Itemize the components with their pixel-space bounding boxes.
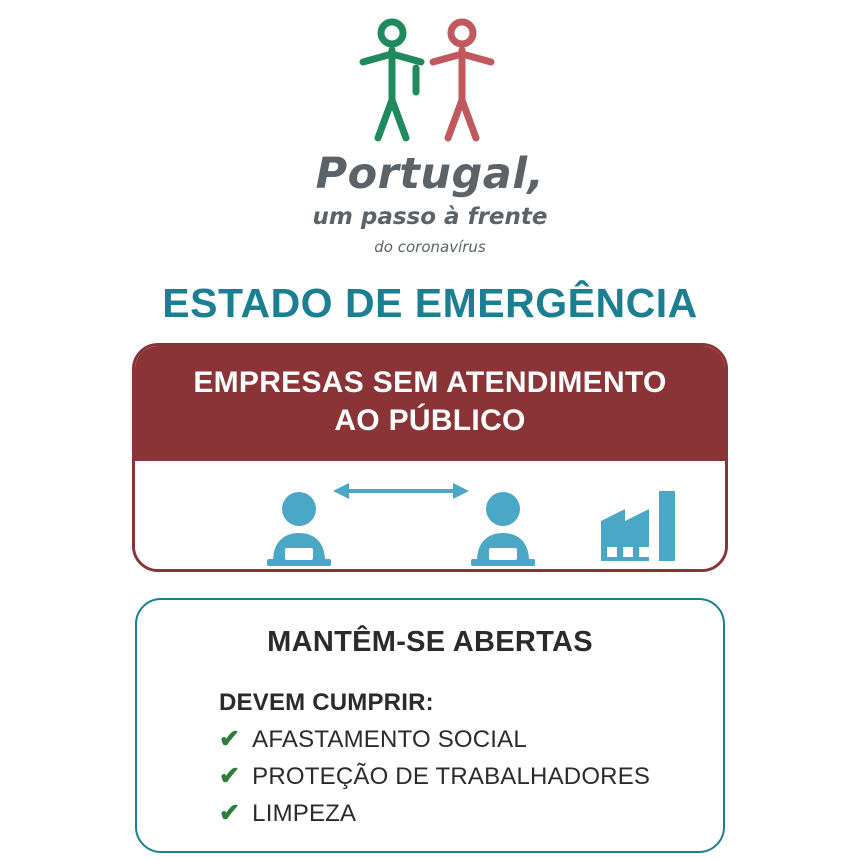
stay-open-title: MANTÊM-SE ABERTAS xyxy=(267,625,593,658)
page-title: ESTADO DE EMERGÊNCIA xyxy=(162,280,698,326)
person-at-desk-icon xyxy=(463,489,543,569)
logo-tagline: um passo à frente xyxy=(312,204,548,230)
closed-to-public-header xyxy=(135,346,725,461)
icon-row xyxy=(135,461,725,569)
distance-arrow-icon xyxy=(333,479,469,503)
logo-subtagline: do coronavírus xyxy=(374,238,486,256)
two-people-icon xyxy=(330,18,530,143)
list-item-label: AFASTAMENTO SOCIAL xyxy=(252,725,527,753)
list-item xyxy=(219,726,723,754)
person-at-desk-icon xyxy=(259,489,339,569)
list-item xyxy=(219,763,723,791)
check-icon: ✔ xyxy=(219,762,241,791)
logo-block xyxy=(313,18,548,256)
closed-to-public-title-line1: EMPRESAS SEM ATENDIMENTO xyxy=(193,366,667,399)
list-item xyxy=(219,800,723,828)
logo-wordmark: Portugal, xyxy=(315,149,545,199)
closed-to-public-card xyxy=(132,343,728,572)
stay-open-card xyxy=(135,598,725,853)
check-icon: ✔ xyxy=(219,725,241,754)
closed-to-public-illustration xyxy=(135,461,725,569)
closed-to-public-title-line2: AO PÚBLICO xyxy=(334,404,526,438)
requirements-label: DEVEM CUMPRIR: xyxy=(219,688,434,716)
check-icon: ✔ xyxy=(219,799,241,828)
list-item-label: PROTEÇÃO DE TRABALHADORES xyxy=(252,762,651,790)
factory-icon xyxy=(595,487,695,567)
list-item-label: LIMPEZA xyxy=(252,799,357,827)
requirements-list xyxy=(137,726,723,828)
